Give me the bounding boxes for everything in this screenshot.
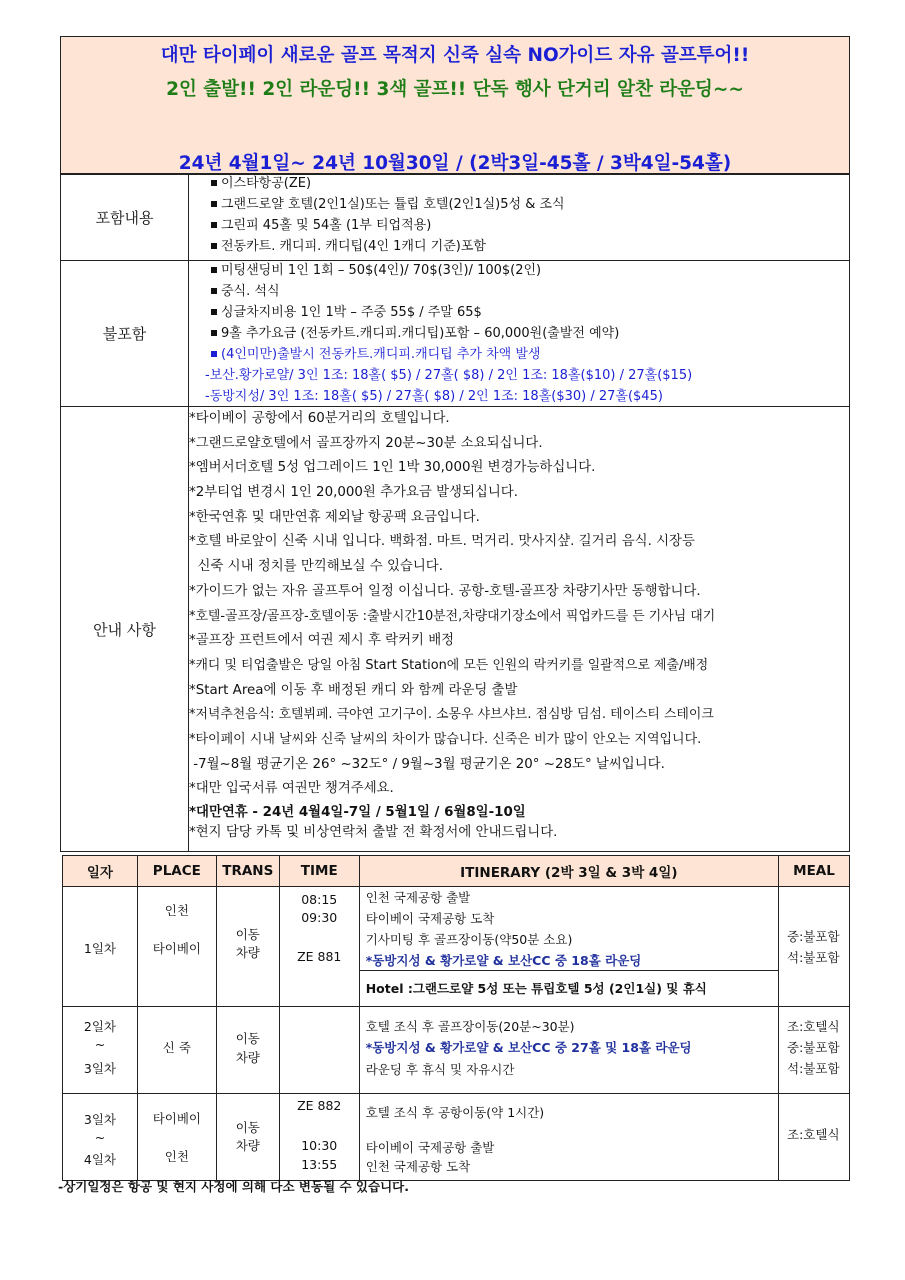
departure-time: 08:15 (301, 892, 338, 907)
surcharge-line: -동방지성/ 3인 1조: 18홀( $5) / 27홀( $8) / 2인 1조: 18홀($30) / 27홀($45) (205, 389, 663, 404)
included-item: 그린피 45홀 및 54홀 (1부 티업적용) (189, 215, 849, 236)
day-label: 2일차 (83, 1019, 116, 1034)
included-item: 이스타항공(ZE) (189, 173, 849, 194)
guide-line: -7월~8월 평균기온 26° ~32도° / 9월~3월 평균기온 20° ~28도° 날씨입니다. (189, 756, 665, 772)
itinerary-line: 호텔 조식 후 공항이동(약 1시간) (365, 1105, 545, 1120)
title-line-2: 2인 출발!! 2인 라운딩!! 3색 골프!! 단독 행사 단거리 알찬 라운딩~~ (166, 79, 744, 100)
footnote: -상기일정은 항공 및 현지 사정에 의해 다소 변동될 수 있습니다. (58, 1179, 409, 1194)
guide-line: *한국연휴 및 대만연휴 제외날 항공팩 요금입니다. (189, 509, 480, 525)
hotel-line: Hotel :그랜드로얄 5성 또는 튜립호텔 5성 (2인1실) 및 휴식 (365, 981, 707, 996)
arrival-time: 09:30 (301, 910, 338, 925)
included-row (61, 175, 849, 261)
guide-line: *저녁추천음식: 호텔뷔페. 극야연 고기구이. 소몽우 샤브샤브. 점심방 딤섬. 테이스티 스테이크 (189, 707, 714, 723)
day-range-tilde: ~ (94, 1037, 106, 1052)
guide-row (61, 407, 849, 851)
flight-number: ZE 881 (297, 949, 342, 964)
guide-line: *2부티업 변경시 1인 20,000원 추가요금 발생되십니다. (189, 485, 518, 501)
guide-line: *대만 입국서류 여권만 챙겨주세요. (189, 781, 394, 797)
surcharge-line: -보산.황가로얄/ 3인 1조: 18홀( $5) / 27홀( $8) / 2인 1조: 18홀($10) / 27홀($15) (205, 368, 693, 383)
day-label: 3일차 (83, 1061, 116, 1076)
guide-line: *현지 담당 카톡 및 비상연락처 출발 전 확정서에 안내드립니다. (189, 825, 558, 840)
trans-line: 이동 (235, 927, 260, 942)
info-table (60, 174, 850, 852)
golf-round-highlight: *동방지성 & 황가로얄 & 보산CC 중 27홀 및 18홀 라운딩 (365, 1040, 692, 1055)
included-label: 포함내용 (61, 175, 189, 260)
trans-line: 차량 (235, 945, 260, 960)
col-header-time: TIME (279, 856, 359, 887)
trans-line: 차량 (235, 1138, 260, 1153)
guide-line: *엠버서더호텔 5성 업그레이드 1인 1박 30,000원 변경가능하십니다. (189, 460, 596, 476)
place-name: 신 죽 (162, 1040, 191, 1055)
day2-row (63, 1007, 850, 1094)
meal-info: 석:불포함 (787, 1061, 840, 1076)
day3-row (63, 1094, 850, 1181)
trans-line: 이동 (235, 1120, 260, 1135)
day-range-tilde: ~ (94, 1130, 106, 1145)
excluded-item: 9홀 추가요금 (전동카트.캐디피.캐디팁)포함 – 60,000원(출발전 예약) (189, 323, 849, 344)
day1-row (63, 887, 850, 1007)
divider (360, 970, 778, 971)
guide-line: *가이드가 없는 자유 골프투어 일정 이십니다. 공항-호텔-골프장 차량기사만 동행합니다. (189, 583, 701, 599)
meal-info: 중:불포함 (787, 1040, 840, 1055)
guide-line: *캐디 및 티업출발은 당일 아침 Start Station에 모든 인원의 락커키를 일괄적으로 제출/배정 (189, 657, 709, 673)
guide-label: 안내 사항 (61, 407, 189, 851)
guide-line: *호텔-골프장/골프장-호텔이동 :출발시간10분전,차량대기장소에서 픽업카드를 든 기사님 대기 (189, 608, 716, 624)
guide-line: 신죽 시내 정치를 만끽해보실 수 있습니다. (189, 559, 443, 575)
col-header-day: 일자 (63, 856, 138, 887)
excluded-item: 미팅샌딩비 1인 1회 – 50$(4인)/ 70$(3인)/ 100$(2인) (189, 260, 849, 281)
departure-time: 10:30 (301, 1138, 338, 1153)
place-origin: 인천 (164, 903, 189, 918)
excluded-item: 싱글차지비용 1인 1박 – 주중 55$ / 주말 65$ (189, 302, 849, 323)
day-label: 1일차 (83, 941, 116, 956)
title-line-1: 대만 타이페이 새로운 골프 목적지 신죽 실속 NO가이드 자유 골프투어!! (160, 45, 750, 66)
guide-line: *Start Area에 이동 후 배정된 캐디 와 함께 라운딩 출발 (189, 682, 518, 698)
guide-line: *그랜드로얄호텔에서 골프장까지 20분~30분 소요되십니다. (189, 435, 543, 451)
meal-info: 조:호텔식 (787, 1127, 840, 1142)
col-header-place: PLACE (137, 856, 216, 887)
place-origin: 타이베이 (152, 1111, 201, 1126)
col-header-meal: MEAL (779, 856, 850, 887)
included-item: 그랜드로얄 호텔(2인1실)또는 튤립 호텔(2인1실)5성 & 조식 (189, 194, 849, 215)
excluded-row (61, 261, 849, 407)
col-header-itinerary: ITINERARY (2박 3일 & 3박 4일) (359, 856, 778, 887)
trans-line: 차량 (235, 1050, 260, 1065)
itinerary-line: 호텔 조식 후 골프장이동(20분~30분) (365, 1019, 575, 1034)
day-label: 3일차 (83, 1112, 116, 1127)
col-header-trans: TRANS (216, 856, 279, 887)
included-item: 전동카트. 캐디피. 캐디팁(4인 1캐디 기준)포함 (189, 236, 849, 257)
itinerary-line: 인천 국제공항 출발 (365, 890, 471, 905)
itinerary-line: 인천 국제공항 도착 (365, 1159, 471, 1174)
itinerary-line: 기사미팅 후 골프장이동(약50분 소요) (365, 932, 573, 947)
guide-line: *타이베이 공항에서 60분거리의 호텔입니다. (189, 411, 450, 426)
guide-line: *호텔 바로앞이 신죽 시내 입니다. 백화점. 마트. 먹거리. 맛사지샾. 길거리 음식. 시장등 (189, 534, 695, 550)
place-destination: 인천 (164, 1149, 189, 1164)
place-destination: 타이베이 (152, 941, 201, 956)
day-label: 4일차 (83, 1152, 116, 1167)
trans-line: 이동 (235, 1031, 260, 1046)
meal-info: 석:불포함 (787, 950, 840, 965)
holiday-line: *대만연휴 - 24년 4월4일-7일 / 5월1일 / 6월8일-10일 (189, 805, 526, 820)
guide-line: *타이페이 시내 날씨와 신죽 날씨의 차이가 많습니다. 신죽은 비가 많이 안오는 지역입니다. (189, 731, 702, 747)
title-banner (60, 36, 850, 174)
excluded-item: (4인미만)출발시 전동카트.캐디피.캐디팁 추가 차액 발생 (189, 344, 849, 365)
itinerary-line: 타이베이 국제공항 도착 (365, 911, 495, 926)
guide-line: *골프장 프런트에서 여권 제시 후 락커키 배정 (189, 633, 455, 649)
period-line: 24년 4월1일~ 24년 10월30일 / (2박3일-45홀 / 3박4일-54홀) (178, 153, 732, 174)
itinerary-table (62, 855, 850, 1181)
flight-number: ZE 882 (297, 1098, 342, 1113)
itinerary-line: 라운딩 후 휴식 및 자유시간 (365, 1062, 515, 1077)
excluded-label: 불포함 (61, 261, 189, 406)
golf-round-highlight: *동방지성 & 황가로얄 & 보산CC 중 18홀 라운딩 (365, 953, 642, 968)
itinerary-line: 타이베이 국제공항 출발 (365, 1140, 495, 1155)
itinerary-header-row (63, 856, 850, 887)
excluded-item: 중식. 석식 (189, 281, 849, 302)
meal-info: 중:불포함 (787, 929, 840, 944)
meal-info: 조:호텔식 (787, 1019, 840, 1034)
arrival-time: 13:55 (301, 1157, 338, 1172)
